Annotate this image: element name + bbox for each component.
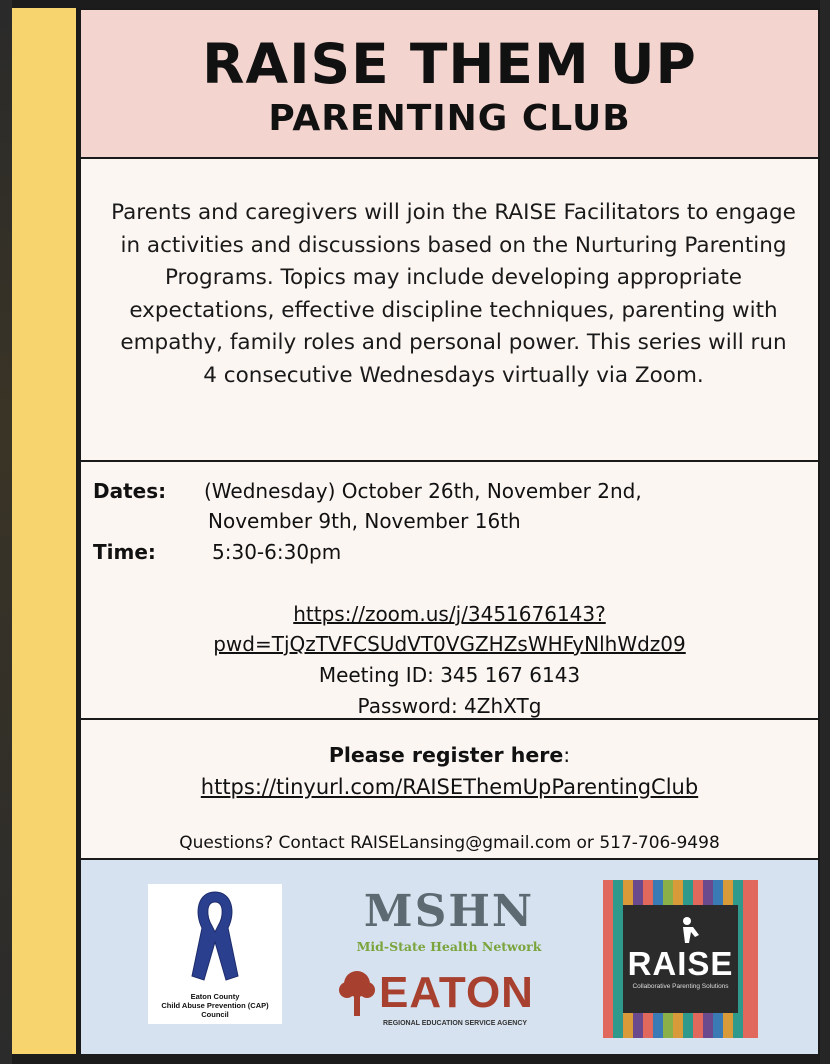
raise-inner-panel xyxy=(623,905,738,1013)
time-value: 5:30-6:30pm xyxy=(212,540,342,564)
mshn-logo xyxy=(349,886,549,954)
eaton-subtitle: REGIONAL EDUCATION SERVICE AGENCY xyxy=(383,1020,528,1027)
tree-icon xyxy=(337,968,377,1020)
dates-label: Dates: xyxy=(93,479,167,503)
eaton-wordmark: EATON xyxy=(379,968,534,1017)
meeting-id: Meeting ID: 345 167 6143 xyxy=(318,663,581,687)
cap-council-logo xyxy=(148,884,282,1024)
mshn-fullname: Mid-State Health Network xyxy=(356,939,542,954)
meeting-password: Password: 4ZhXTg xyxy=(357,694,542,718)
background-right xyxy=(820,0,830,1064)
yellow-side-bar xyxy=(12,8,79,1054)
flyer-header xyxy=(81,10,818,159)
dates-line-2: November 9th, November 16th xyxy=(208,509,521,533)
raise-logo xyxy=(603,880,758,1038)
register-prompt xyxy=(81,740,818,770)
register-link[interactable]: https://tinyurl.com/RAISEThemUpParentingClub xyxy=(200,775,699,799)
flyer-subtitle: PARENTING CLUB xyxy=(268,98,631,139)
description-text: Parents and caregivers will join the RAISE Facilitators to engage in activities and discussions based on the Nurturing Parenting Programs. Topics may include developing appropriate expectations, effective discipline techniques, parenting with empathy, family roles and personal power. This series will run 4 consecutive Wednesdays virtually via Zoom. xyxy=(111,200,796,388)
raise-wordmark: RAISE xyxy=(627,945,734,982)
mshn-wordmark: MSHN xyxy=(363,886,535,937)
description-section xyxy=(81,159,818,462)
zoom-link-line-1[interactable]: https://zoom.us/j/3451676143? xyxy=(293,602,606,626)
figure-icon xyxy=(677,915,707,945)
ribbon-icon xyxy=(148,884,282,994)
dates-line-1: (Wednesday) October 26th, November 2nd, xyxy=(204,479,642,503)
zoom-link-line-2[interactable]: pwd=TjQzTVFCSUdVT0VGZHZsWHFyNlhWdz09 xyxy=(213,632,686,656)
contact-line: Questions? Contact RAISELansing@gmail.com or 517-706-9498 xyxy=(179,833,720,853)
cap-caption xyxy=(148,992,282,1019)
details-section xyxy=(81,462,818,720)
raise-tagline: Collaborative Parenting Solutions xyxy=(632,983,729,990)
cap-caption-line-2: Child Abuse Prevention (CAP) xyxy=(161,1001,269,1010)
register-section xyxy=(81,720,818,860)
cap-caption-line-1: Eaton County xyxy=(190,992,240,1001)
background-left xyxy=(0,0,12,1064)
register-prompt-bold: Please register here xyxy=(328,743,564,767)
register-prompt-colon: : xyxy=(563,743,571,767)
flyer-title: RAISE THEM UP xyxy=(202,32,697,96)
time-label: Time: xyxy=(93,540,156,564)
flyer xyxy=(79,8,820,1054)
logos-section xyxy=(81,860,818,1054)
cap-caption-line-3: Council xyxy=(201,1010,229,1019)
